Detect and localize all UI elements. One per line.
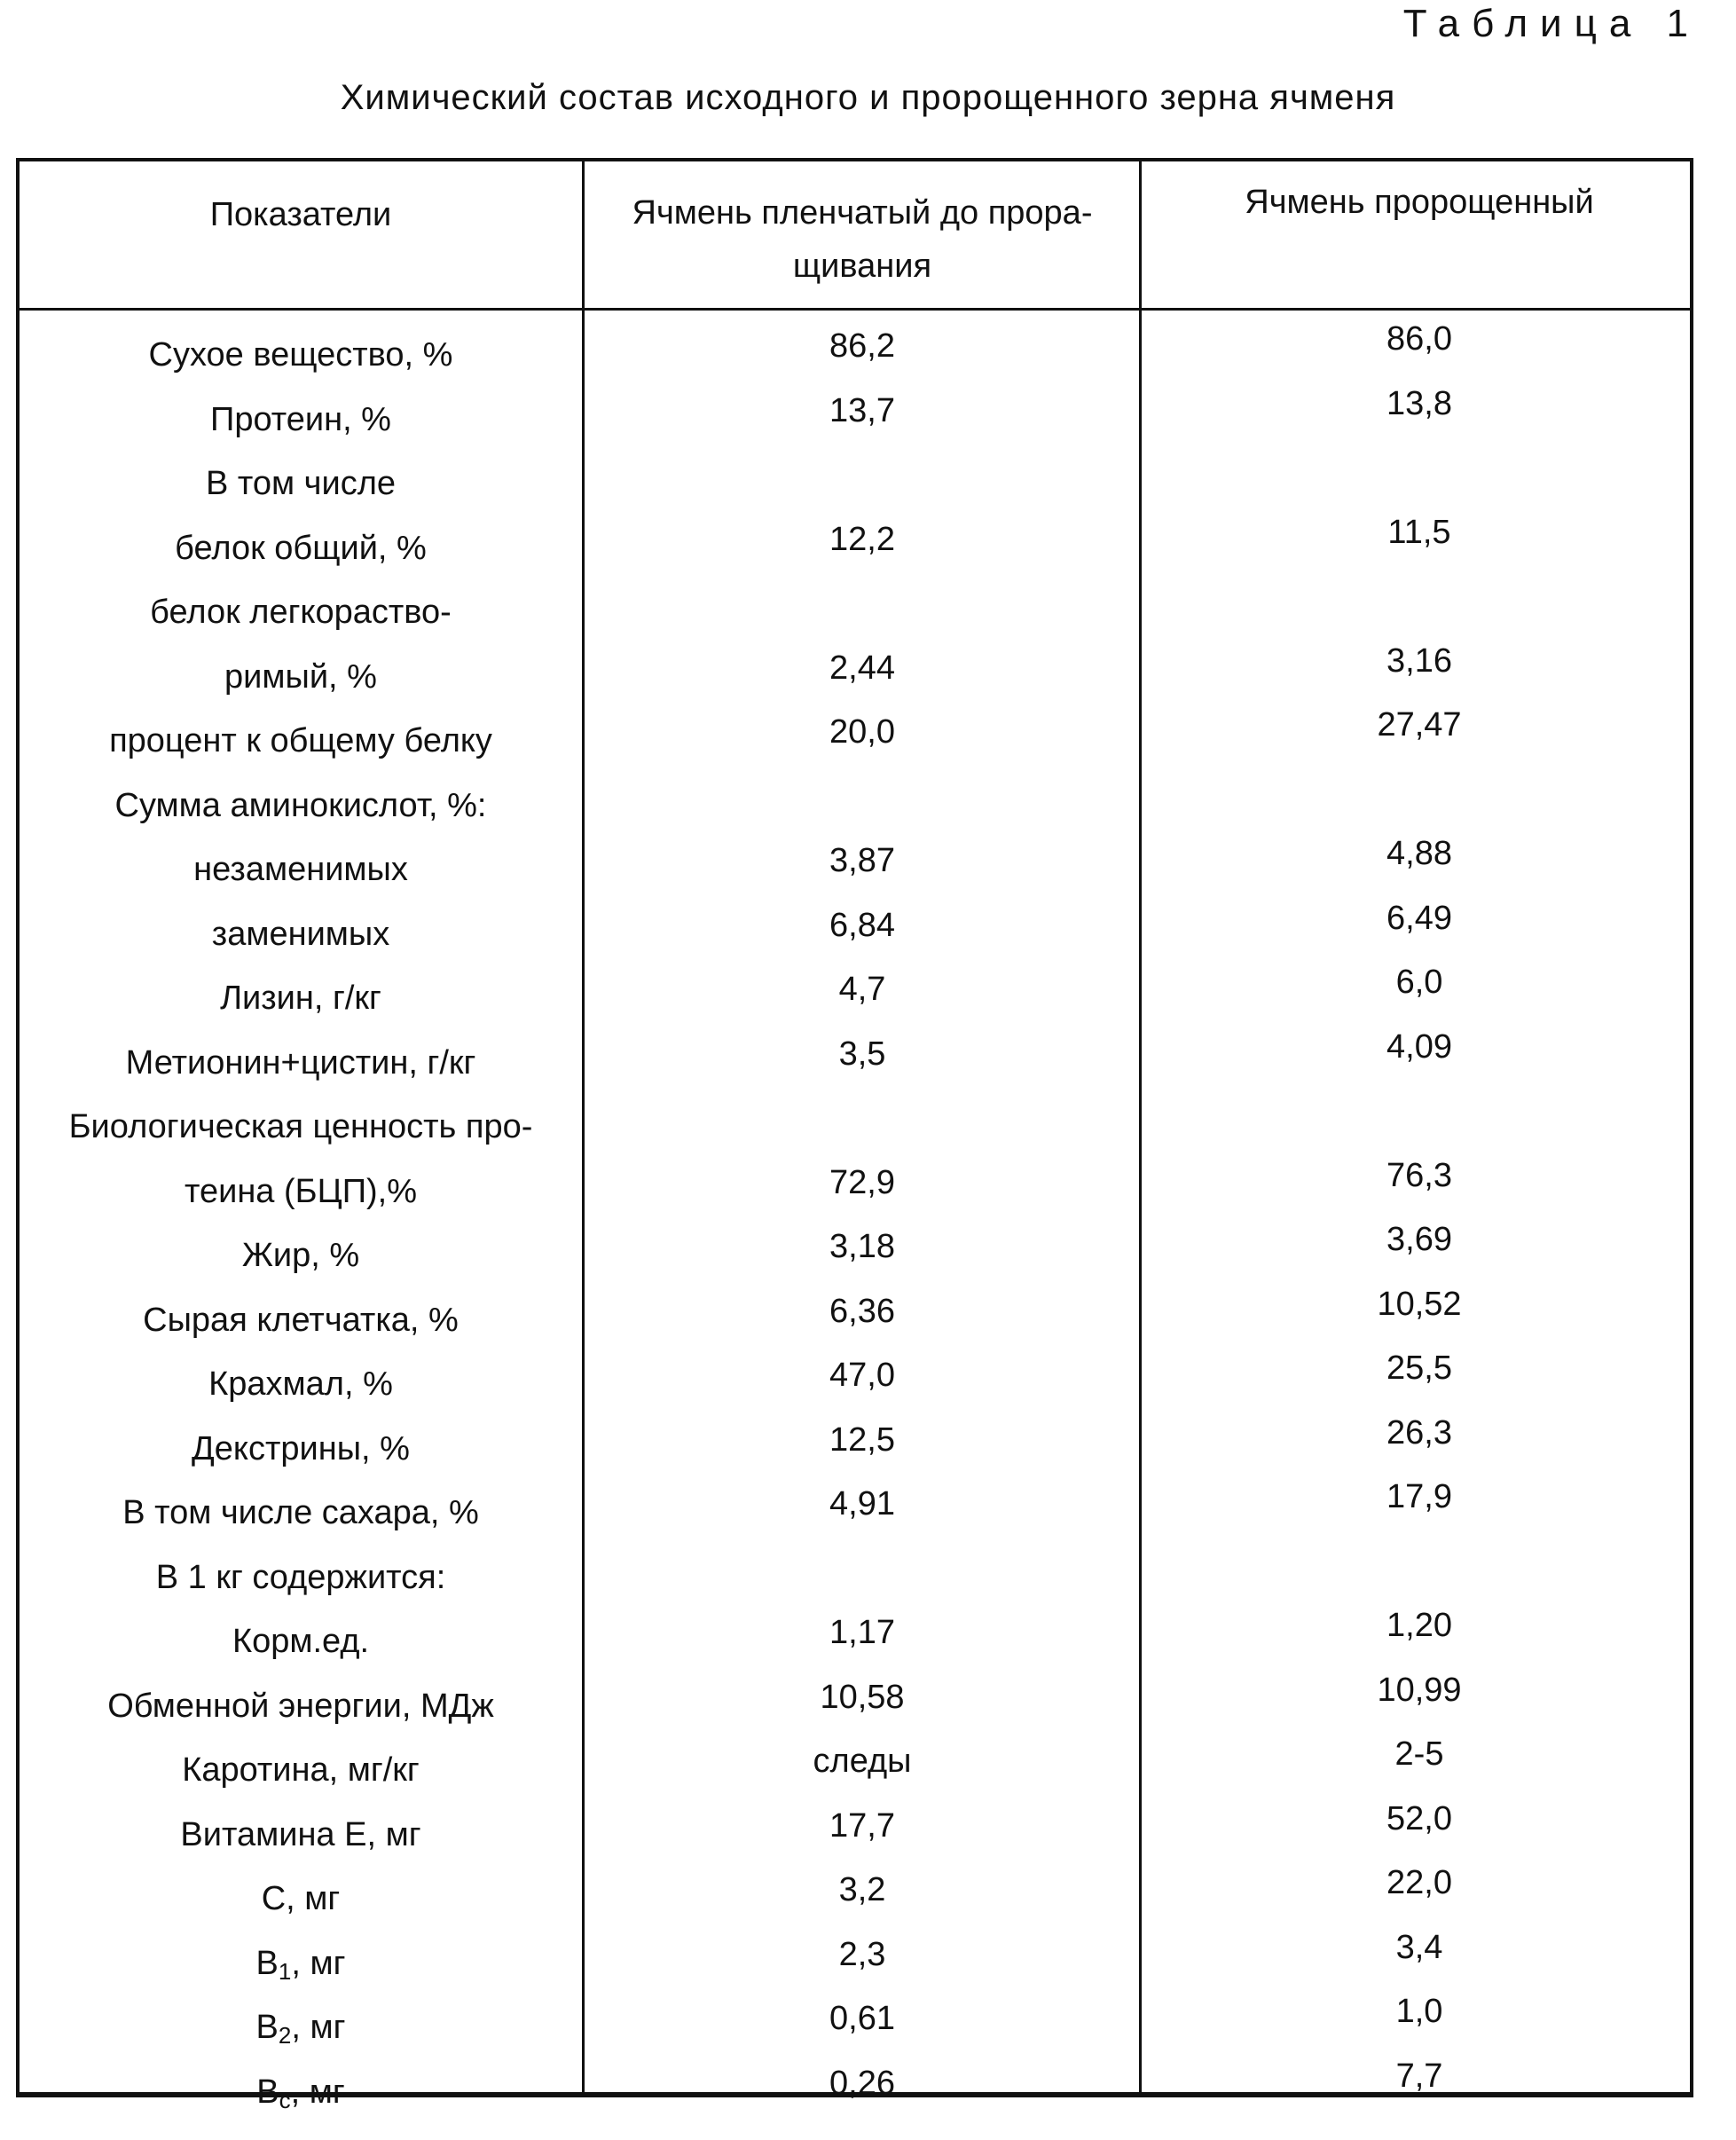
table-row: [20, 1985, 1690, 2050]
table-row: [20, 1406, 1690, 1471]
table-row: [20, 1278, 1690, 1342]
indicator-cell: Каротина, мг/кг: [182, 1751, 420, 1789]
value-sprouted: 86,0: [1386, 320, 1452, 358]
indicator-cell: С, мг: [261, 1880, 341, 1917]
value-before-sprouting: 3,5: [838, 1035, 886, 1073]
table-row: [20, 827, 1690, 892]
table-row: [20, 377, 1690, 442]
table-row: [20, 1792, 1690, 1857]
value-sprouted: 10,99: [1377, 1671, 1462, 1709]
table-number-label: Таблица 1: [1402, 2, 1701, 45]
indicator-label: B: [256, 2073, 279, 2111]
value-before-sprouting: следы: [813, 1743, 912, 1780]
table-body: [20, 312, 1690, 2113]
table-row: [20, 1921, 1690, 1986]
indicator-cell: римый, %: [224, 657, 377, 696]
value-sprouted: [1144, 758, 1694, 822]
indicator-cell: В том числе: [205, 465, 397, 502]
header-indicators: Показатели: [209, 196, 392, 233]
header-sprouted-barley: Ячмень пророщенный: [1245, 184, 1594, 221]
indicator-cell: теина (БЦП),%: [184, 1172, 418, 1210]
indicator-cell: Обменной энергии, МДж: [107, 1687, 494, 1725]
value-sprouted: [1144, 1079, 1694, 1144]
indicator-subscript: 1: [278, 1957, 292, 1985]
table-row: [20, 1213, 1690, 1278]
table-row: [20, 956, 1690, 1020]
indicator-cell: Сухое вещество, %: [148, 336, 453, 374]
value-before-sprouting: [587, 765, 1137, 830]
value-before-sprouting: 13,7: [829, 391, 895, 429]
value-before-sprouting: 12,2: [829, 520, 895, 558]
table-row: [20, 1664, 1690, 1728]
table-row: [20, 1084, 1690, 1149]
value-before-sprouting: 4,91: [829, 1485, 895, 1522]
table-row: [20, 1149, 1690, 1214]
table-row: [20, 570, 1690, 634]
indicator-unit: , мг: [291, 1944, 346, 1982]
value-before-sprouting: 72,9: [829, 1163, 895, 1201]
indicator-cell: Сырая клетчатка, %: [143, 1301, 459, 1339]
value-before-sprouting: [587, 443, 1137, 507]
value-before-sprouting: 0,61: [829, 2000, 895, 2037]
value-sprouted: 10,52: [1377, 1285, 1462, 1323]
indicator-label: B: [255, 1944, 279, 1982]
indicator-cell: Сумма аминокислот, %:: [114, 786, 487, 824]
table-row: [20, 1470, 1690, 1535]
table-row: [20, 763, 1690, 828]
value-before-sprouting: 6,84: [829, 906, 895, 944]
value-sprouted: 7,7: [1395, 2057, 1443, 2095]
value-before-sprouting: 47,0: [829, 1357, 895, 1394]
value-before-sprouting: 2,44: [829, 649, 895, 687]
value-before-sprouting: 12,5: [829, 1420, 895, 1459]
table-row: [20, 2050, 1690, 2114]
table-row: [20, 698, 1690, 763]
value-sprouted: [1144, 1530, 1694, 1594]
table-row: [20, 1856, 1690, 1921]
indicator-unit: , мг: [291, 2009, 346, 2046]
table-title: Химический состав исходного и пророщенного зерна ячменя: [340, 78, 1396, 117]
indicator-cell: Протеин, %: [210, 400, 391, 438]
indicator-unit: , мг: [290, 2073, 345, 2111]
indicator-cell: незаменимых: [193, 851, 408, 888]
table-row: [20, 1599, 1690, 1664]
value-sprouted: 3,16: [1386, 641, 1452, 680]
value-before-sprouting: 3,18: [829, 1228, 895, 1265]
header-barley-before-sprouting: Ячмень пленчатый до прора- щивания: [632, 194, 1093, 285]
value-before-sprouting: 6,36: [829, 1292, 895, 1330]
value-sprouted: 76,3: [1386, 1156, 1452, 1194]
indicator-subscript: 2: [278, 2022, 292, 2049]
value-before-sprouting: 20,0: [829, 713, 895, 751]
table-row: [20, 634, 1690, 699]
value-before-sprouting: 1,17: [829, 1614, 895, 1651]
indicator-cell: белок легкораство-: [150, 594, 452, 631]
value-sprouted: 3,69: [1386, 1221, 1452, 1258]
indicator-cell: Декстрины, %: [192, 1429, 410, 1467]
table-row: [20, 1727, 1690, 1792]
value-sprouted: 26,3: [1386, 1413, 1452, 1452]
indicator-cell: Жир, %: [241, 1237, 360, 1274]
table-row: [20, 1535, 1690, 1600]
indicator-subscript: c: [279, 2086, 291, 2113]
value-sprouted: 22,0: [1386, 1864, 1452, 1901]
value-before-sprouting: 3,87: [829, 842, 895, 879]
value-before-sprouting: 2,3: [838, 1935, 886, 1973]
value-sprouted: 2-5: [1394, 1735, 1444, 1773]
table-row: [20, 892, 1690, 956]
value-sprouted: [1144, 564, 1694, 629]
indicator-cell: Корм.ед.: [232, 1623, 370, 1660]
value-before-sprouting: 3,2: [838, 1871, 886, 1908]
table-row: [20, 312, 1690, 377]
indicator-cell: Биологическая ценность про-: [68, 1108, 533, 1145]
table-row: [20, 1341, 1690, 1406]
value-sprouted: 17,9: [1386, 1478, 1452, 1515]
indicator-label: B: [255, 2009, 279, 2046]
value-sprouted: 27,47: [1377, 706, 1462, 743]
value-sprouted: 4,09: [1386, 1027, 1452, 1066]
value-sprouted: 1,20: [1386, 1607, 1452, 1644]
value-before-sprouting: [587, 1086, 1137, 1151]
indicator-cell: процент к общему белку: [109, 722, 492, 759]
value-sprouted: 3,4: [1395, 1928, 1443, 1966]
indicator-cell: В 1 кг содержится:: [155, 1558, 446, 1596]
table-row: [20, 506, 1690, 570]
indicator-cell: заменимых: [211, 915, 390, 953]
indicator-cell: белок общий, %: [175, 529, 427, 567]
table-row: [20, 1020, 1690, 1085]
value-sprouted: 6,0: [1395, 964, 1443, 1001]
value-before-sprouting: [587, 571, 1137, 636]
indicator-cell: В том числе сахара, %: [122, 1494, 479, 1531]
table-row: [20, 441, 1690, 506]
indicator-cell: Витамина Е, мг: [180, 1815, 421, 1853]
value-sprouted: 25,5: [1386, 1349, 1452, 1387]
value-sprouted: 13,8: [1386, 384, 1452, 422]
chemical-composition-table: [16, 158, 1693, 2113]
value-before-sprouting: 4,7: [838, 971, 886, 1008]
value-sprouted: 52,0: [1386, 1799, 1452, 1837]
value-before-sprouting: 0,26: [829, 2064, 895, 2102]
value-before-sprouting: [587, 1537, 1137, 1601]
value-before-sprouting: 86,2: [829, 327, 895, 365]
indicator-cell: Метионин+цистин, г/кг: [125, 1043, 476, 1082]
value-sprouted: 11,5: [1387, 513, 1451, 551]
value-sprouted: [1144, 436, 1694, 500]
value-sprouted: 1,0: [1395, 1993, 1443, 2030]
value-before-sprouting: 10,58: [820, 1678, 905, 1716]
indicator-cell: Крахмал, %: [208, 1365, 393, 1403]
value-sprouted: 4,88: [1386, 835, 1452, 872]
indicator-cell: [20, 2060, 582, 2125]
indicator-cell: Лизин, г/кг: [220, 980, 381, 1017]
value-before-sprouting: 17,7: [829, 1806, 895, 1845]
value-sprouted: 6,49: [1386, 899, 1452, 937]
